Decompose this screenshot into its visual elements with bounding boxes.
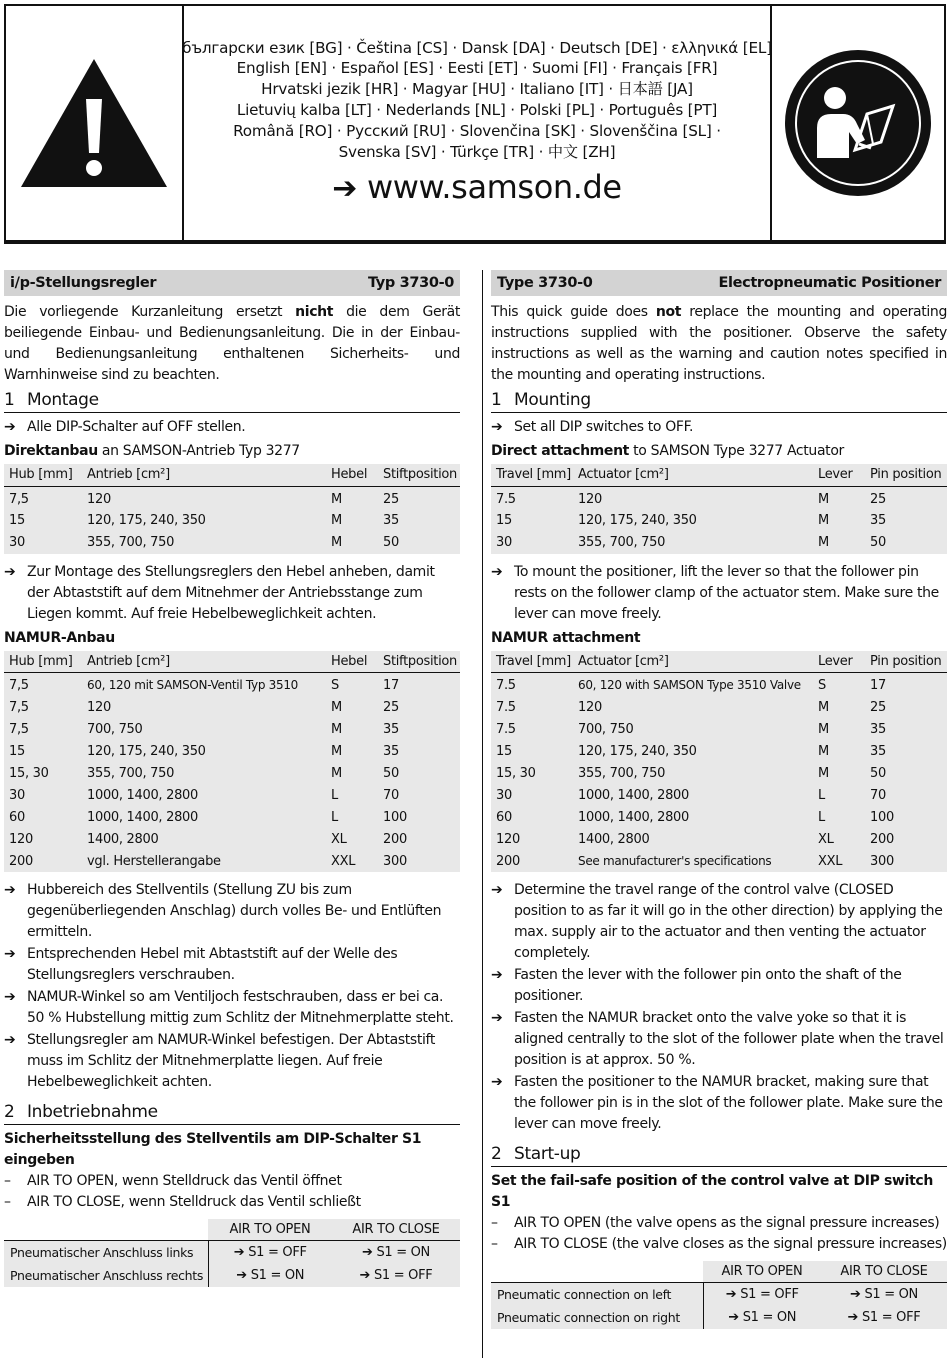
table-cell: ➔ S1 = ON xyxy=(332,1241,460,1264)
table-cell: 7,5 xyxy=(4,696,82,718)
read-manual-cell xyxy=(772,6,944,240)
table-row xyxy=(4,850,460,872)
arrow-right-icon: ➔ xyxy=(491,882,503,898)
table-cell: 70 xyxy=(865,784,947,806)
german-column xyxy=(4,270,460,1287)
table-cell: 70 xyxy=(378,784,460,806)
table-cell: 355, 700, 750 xyxy=(82,532,326,554)
table-row xyxy=(4,762,460,784)
table-cell: 25 xyxy=(378,486,460,510)
de-product-name: i/p-Stellungsregler xyxy=(10,274,157,291)
de-step-dip: ➔ Alle DIP-Schalter auf OFF stellen. xyxy=(4,417,460,438)
table-cell: 35 xyxy=(865,740,947,762)
table-cell: M xyxy=(326,718,378,740)
table-cell: M xyxy=(326,740,378,762)
de-namur-heading: NAMUR-Anbau xyxy=(4,629,115,646)
table-cell: Pneumatic connection on left xyxy=(491,1283,703,1306)
en-step-lever: ➔ To mount the positioner, lift the lever so that the follower pin rests on the follower clamp of the actuator stem. Make sure the lever can move freely. xyxy=(491,562,947,625)
arrow-right-icon: ➔ xyxy=(362,1244,373,1260)
de-failsafe-options xyxy=(4,1171,460,1213)
arrow-right-icon: ➔ xyxy=(728,1309,739,1325)
table-cell: 15 xyxy=(4,510,82,532)
table-cell: M xyxy=(813,486,865,510)
option-item: – AIR TO OPEN, wenn Stelldruck das Ventil öffnet xyxy=(4,1173,342,1189)
de-title-bar xyxy=(4,270,460,296)
table-cell: 200 xyxy=(865,828,947,850)
de-namur-steps xyxy=(4,880,460,1093)
table-cell: 25 xyxy=(865,486,947,510)
table-cell: 50 xyxy=(865,762,947,784)
table-cell: M xyxy=(326,486,378,510)
table-cell: 700, 750 xyxy=(573,718,813,740)
table-row xyxy=(491,1306,947,1329)
table-row xyxy=(4,806,460,828)
arrow-right-icon: ➔ xyxy=(491,1010,503,1026)
option-item: – AIR TO CLOSE (the valve closes as the signal pressure increases) xyxy=(491,1236,947,1252)
en-section-mounting: 1 Mounting xyxy=(491,389,947,413)
table-cell: 100 xyxy=(865,806,947,828)
arrow-right-icon: ➔ xyxy=(847,1309,859,1325)
table-row xyxy=(491,673,947,697)
website-url[interactable]: www.samson.de xyxy=(367,168,622,207)
table-cell: Pneumatischer Anschluss rechts xyxy=(4,1264,208,1287)
en-s1-table xyxy=(491,1261,947,1329)
table-cell: 1000, 1400, 2800 xyxy=(573,806,813,828)
table-cell: 50 xyxy=(378,532,460,554)
table-cell: 200 xyxy=(4,850,82,872)
table-row xyxy=(491,850,947,872)
table-cell: 60, 120 mit SAMSON-Ventil Typ 3510 xyxy=(82,673,326,697)
table-cell: M xyxy=(813,532,865,554)
table-cell: 35 xyxy=(865,510,947,532)
table-cell: ➔ S1 = ON xyxy=(821,1283,947,1306)
de-namur-table xyxy=(4,651,460,873)
arrow-right-icon: ➔ xyxy=(359,1267,371,1283)
en-direct-heading: Direct attachment to SAMSON Type 3277 Actuator xyxy=(491,443,844,459)
table-cell: M xyxy=(326,762,378,784)
arrow-right-icon: ➔ xyxy=(4,989,16,1005)
en-direct-table xyxy=(491,464,947,554)
table-cell: 100 xyxy=(378,806,460,828)
table-cell: 1400, 2800 xyxy=(82,828,326,850)
arrow-right-icon: ➔ xyxy=(4,419,16,435)
en-product-name: Electropneumatic Positioner xyxy=(718,274,941,291)
de-direct-heading: Direktanbau an SAMSON-Antrieb Typ 3277 xyxy=(4,443,300,459)
arrow-right-icon: ➔ xyxy=(4,1032,16,1048)
table-cell: L xyxy=(326,806,378,828)
de-section-mounting: 1 Montage xyxy=(4,389,460,413)
table-cell: 120, 175, 240, 350 xyxy=(573,510,813,532)
table-cell: 120 xyxy=(82,486,326,510)
table-cell: ➔ S1 = OFF xyxy=(821,1306,947,1329)
table-cell: 35 xyxy=(865,718,947,740)
table-row xyxy=(4,486,460,510)
arrow-right-icon: ➔ xyxy=(4,563,16,580)
instruction-step: ➔ Stellungsregler am NAMUR-Winkel befestigen. Der Abtaststift muss im Schlitz der Mitnehmerplatte liegen. Auf freie Hebelbeweglichkeit achten. xyxy=(4,1030,460,1093)
table-row xyxy=(491,486,947,510)
table-cell: 7,5 xyxy=(4,673,82,697)
table-row xyxy=(491,532,947,554)
table-cell: M xyxy=(813,762,865,784)
table-cell: 17 xyxy=(378,673,460,697)
language-line: български език [BG] · Čeština [CS] · Dansk [DA] · Deutsch [DE] · ελληνικά [EL] xyxy=(182,38,772,57)
en-section-startup: 2 Start-up xyxy=(491,1143,947,1167)
instruction-step: ➔ Entsprechenden Hebel mit Abtaststift auf der Welle des Stellungsreglers verschrauben. xyxy=(4,944,460,986)
table-cell: 35 xyxy=(378,510,460,532)
table-cell: ➔ S1 = ON xyxy=(703,1306,821,1329)
instruction-step: ➔ Fasten the lever with the follower pin onto the shaft of the positioner. xyxy=(491,965,947,1007)
arrow-right-icon: ➔ xyxy=(4,882,16,898)
arrow-right-icon: ➔ xyxy=(491,563,503,580)
table-header-row: Travel [mm] Actuator [cm²] Lever Pin position xyxy=(491,464,947,486)
table-cell: L xyxy=(813,806,865,828)
language-lines xyxy=(182,38,772,163)
language-line: Română [RO] · Русский [RU] · Slovenčina [SK] · Slovenščina [SL] · xyxy=(233,121,721,140)
table-cell: Pneumatischer Anschluss links xyxy=(4,1241,208,1264)
table-header-row: Hub [mm] Antrieb [cm²] Hebel Stiftposition xyxy=(4,464,460,486)
table-row xyxy=(491,828,947,850)
table-cell: 15 xyxy=(491,740,573,762)
en-failsafe-heading: Set the fail-safe position of the control valve at DIP switch S1 xyxy=(491,1173,933,1210)
table-row xyxy=(4,740,460,762)
table-cell: 30 xyxy=(4,532,82,554)
table-cell: 1000, 1400, 2800 xyxy=(573,784,813,806)
option-item: – AIR TO CLOSE, wenn Stelldruck das Ventil schließt xyxy=(4,1194,361,1210)
table-header-row: Travel [mm] Actuator [cm²] Lever Pin position xyxy=(491,651,947,673)
table-cell: 15 xyxy=(491,510,573,532)
de-s1-table xyxy=(4,1219,460,1287)
table-cell: 7.5 xyxy=(491,696,573,718)
option-item: – AIR TO OPEN (the valve opens as the signal pressure increases) xyxy=(491,1215,940,1231)
table-cell: 120 xyxy=(491,828,573,850)
table-header-row: Hub [mm] Antrieb [cm²] Hebel Stiftposition xyxy=(4,651,460,673)
table-cell: 1000, 1400, 2800 xyxy=(82,806,326,828)
table-cell: 120, 175, 240, 350 xyxy=(82,510,326,532)
table-cell: 15, 30 xyxy=(491,762,573,784)
instruction-step: ➔ Fasten the positioner to the NAMUR bracket, making sure that the follower pin is in the slot of the follower plate. Make sure the lever can move freely. xyxy=(491,1072,947,1135)
table-cell: 120 xyxy=(573,486,813,510)
table-cell: 120, 175, 240, 350 xyxy=(82,740,326,762)
language-list xyxy=(184,6,772,240)
table-cell: S xyxy=(813,673,865,697)
table-cell: 120 xyxy=(4,828,82,850)
language-line: Hrvatski jezik [HR] · Magyar [HU] · Italiano [IT] · 日本語 [JA] xyxy=(261,80,693,99)
table-cell: M xyxy=(326,532,378,554)
table-header-row: AIR TO OPEN AIR TO CLOSE xyxy=(4,1219,460,1241)
arrow-right-icon: ➔ xyxy=(4,946,16,962)
table-cell: 355, 700, 750 xyxy=(573,532,813,554)
table-cell: 50 xyxy=(378,762,460,784)
table-row xyxy=(4,510,460,532)
table-cell: 355, 700, 750 xyxy=(82,762,326,784)
en-intro: This quick guide does not replace the mounting and operating instructions supplied with the positioner. Observe the safety instructions as well as the warning and caution notes specified in the mounting and operating instructions. xyxy=(491,304,947,383)
table-cell: 7.5 xyxy=(491,486,573,510)
table-cell: ➔ S1 = ON xyxy=(208,1264,332,1287)
table-cell: 30 xyxy=(491,532,573,554)
en-product-type: Type 3730-0 xyxy=(497,274,593,291)
table-cell: 120 xyxy=(82,696,326,718)
arrow-right-icon: ➔ xyxy=(332,171,358,207)
table-cell: ➔ S1 = OFF xyxy=(332,1264,460,1287)
table-cell: M xyxy=(326,696,378,718)
table-row xyxy=(491,806,947,828)
table-cell: See manufacturer's specifications xyxy=(573,850,813,872)
de-intro: Die vorliegende Kurzanleitung ersetzt nicht die dem Gerät beiliegende Einbau- und Bedienungsanleitung. Die in der Einbau- und Bedienungsanleitung enthaltenen Sicherheits- und Warnhinweise sind zu beachten. xyxy=(4,304,460,383)
table-row xyxy=(491,696,947,718)
table-cell: 300 xyxy=(865,850,947,872)
table-cell: 30 xyxy=(491,784,573,806)
table-row xyxy=(491,510,947,532)
table-row xyxy=(4,1264,460,1287)
table-row xyxy=(4,828,460,850)
table-cell: 200 xyxy=(491,850,573,872)
en-namur-heading: NAMUR attachment xyxy=(491,629,641,646)
table-cell: 60 xyxy=(491,806,573,828)
instruction-step: ➔ Fasten the NAMUR bracket onto the valve yoke so that it is aligned centrally to the slot of the follower plate when the travel position is at approx. 50 %. xyxy=(491,1008,947,1071)
table-cell: 300 xyxy=(378,850,460,872)
table-cell: 7,5 xyxy=(4,486,82,510)
table-header-row: AIR TO OPEN AIR TO CLOSE xyxy=(491,1261,947,1283)
english-column xyxy=(491,270,947,1329)
arrow-right-icon: ➔ xyxy=(236,1267,247,1283)
table-cell: 17 xyxy=(865,673,947,697)
table-cell: 700, 750 xyxy=(82,718,326,740)
table-cell: vgl. Herstellerangabe xyxy=(82,850,326,872)
read-manual-icon xyxy=(783,48,933,198)
table-cell: M xyxy=(326,510,378,532)
table-cell: 60, 120 with SAMSON Type 3510 Valve xyxy=(573,673,813,697)
table-cell: 7.5 xyxy=(491,673,573,697)
table-cell: ➔ S1 = OFF xyxy=(208,1241,332,1264)
table-cell: 15 xyxy=(4,740,82,762)
table-cell: 7,5 xyxy=(4,718,82,740)
table-cell: 25 xyxy=(378,696,460,718)
table-cell: XL xyxy=(813,828,865,850)
table-cell: XL xyxy=(326,828,378,850)
table-cell: 1000, 1400, 2800 xyxy=(82,784,326,806)
table-row xyxy=(4,696,460,718)
website-link[interactable] xyxy=(332,168,621,208)
arrow-right-icon: ➔ xyxy=(725,1286,737,1302)
table-cell: 60 xyxy=(4,806,82,828)
column-divider xyxy=(482,270,483,1358)
table-row xyxy=(491,718,947,740)
table-row xyxy=(4,532,460,554)
table-row xyxy=(491,1283,947,1306)
table-cell: M xyxy=(813,718,865,740)
table-cell: 7.5 xyxy=(491,718,573,740)
arrow-right-icon: ➔ xyxy=(233,1244,245,1260)
table-row xyxy=(4,718,460,740)
table-cell: 1400, 2800 xyxy=(573,828,813,850)
warning-triangle-icon xyxy=(19,57,169,189)
table-cell: 200 xyxy=(378,828,460,850)
en-failsafe-options xyxy=(491,1213,947,1255)
table-cell: M xyxy=(813,740,865,762)
instruction-step: ➔ Hubbereich des Stellventils (Stellung ZU bis zum gegenüberliegenden Anschlag) durch volles Be- und Entlüften ermitteln. xyxy=(4,880,460,943)
table-row xyxy=(4,1241,460,1264)
table-cell: XXL xyxy=(326,850,378,872)
table-cell: 15, 30 xyxy=(4,762,82,784)
table-cell: Pneumatic connection on right xyxy=(491,1306,703,1329)
table-cell: 355, 700, 750 xyxy=(573,762,813,784)
en-title-bar xyxy=(491,270,947,296)
table-cell: 35 xyxy=(378,718,460,740)
table-cell: 25 xyxy=(865,696,947,718)
table-cell: M xyxy=(813,510,865,532)
table-cell: M xyxy=(813,696,865,718)
table-row xyxy=(491,762,947,784)
de-section-startup: 2 Inbetriebnahme xyxy=(4,1101,460,1125)
de-failsafe-heading: Sicherheitsstellung des Stellventils am DIP-Schalter S1 eingeben xyxy=(4,1131,422,1168)
arrow-right-icon: ➔ xyxy=(491,1074,503,1090)
table-cell: ➔ S1 = OFF xyxy=(703,1283,821,1306)
table-cell: 120, 175, 240, 350 xyxy=(573,740,813,762)
arrow-right-icon: ➔ xyxy=(491,419,503,435)
de-product-type: Typ 3730-0 xyxy=(367,274,454,291)
table-row xyxy=(4,673,460,697)
language-line: Lietuvių kalba [LT] · Nederlands [NL] · Polski [PL] · Português [PT] xyxy=(236,101,718,119)
language-line: English [EN] · Español [ES] · Eesti [ET] · Suomi [FI] · Français [FR] xyxy=(236,59,718,78)
table-cell: S xyxy=(326,673,378,697)
table-row xyxy=(4,784,460,806)
table-cell: 30 xyxy=(4,784,82,806)
en-namur-table xyxy=(491,651,947,873)
table-cell: 35 xyxy=(378,740,460,762)
arrow-right-icon: ➔ xyxy=(850,1286,861,1302)
instruction-step: ➔ NAMUR-Winkel so am Ventiljoch festschrauben, dass er bei ca. 50 % Hubstellung mittig zum Schlitz der Mitnehmerplatte steht. xyxy=(4,987,460,1029)
table-cell: 50 xyxy=(865,532,947,554)
de-step-lever: ➔ Zur Montage des Stellungsreglers den Hebel anheben, damit der Abtaststift auf dem Mitnehmer der Antriebsstange zum Liegen kommt. Auf freie Hebelbeweglichkeit achten. xyxy=(4,562,460,625)
table-row xyxy=(491,784,947,806)
warning-cell xyxy=(6,6,184,240)
instruction-step: ➔ Determine the travel range of the control valve (CLOSED position to as far it will go in the other direction) by applying the max. supply air to the actuator and then venting the actuator completely. xyxy=(491,880,947,964)
en-namur-steps xyxy=(491,880,947,1135)
table-cell: XXL xyxy=(813,850,865,872)
table-cell: L xyxy=(813,784,865,806)
language-line: Svenska [SV] · Türkçe [TR] · 中文 [ZH] xyxy=(338,142,616,161)
arrow-right-icon: ➔ xyxy=(491,967,503,983)
de-direct-table xyxy=(4,464,460,554)
table-cell: 120 xyxy=(573,696,813,718)
header-banner xyxy=(4,4,946,244)
table-row xyxy=(491,740,947,762)
table-cell: L xyxy=(326,784,378,806)
en-step-dip: ➔ Set all DIP switches to OFF. xyxy=(491,417,947,438)
